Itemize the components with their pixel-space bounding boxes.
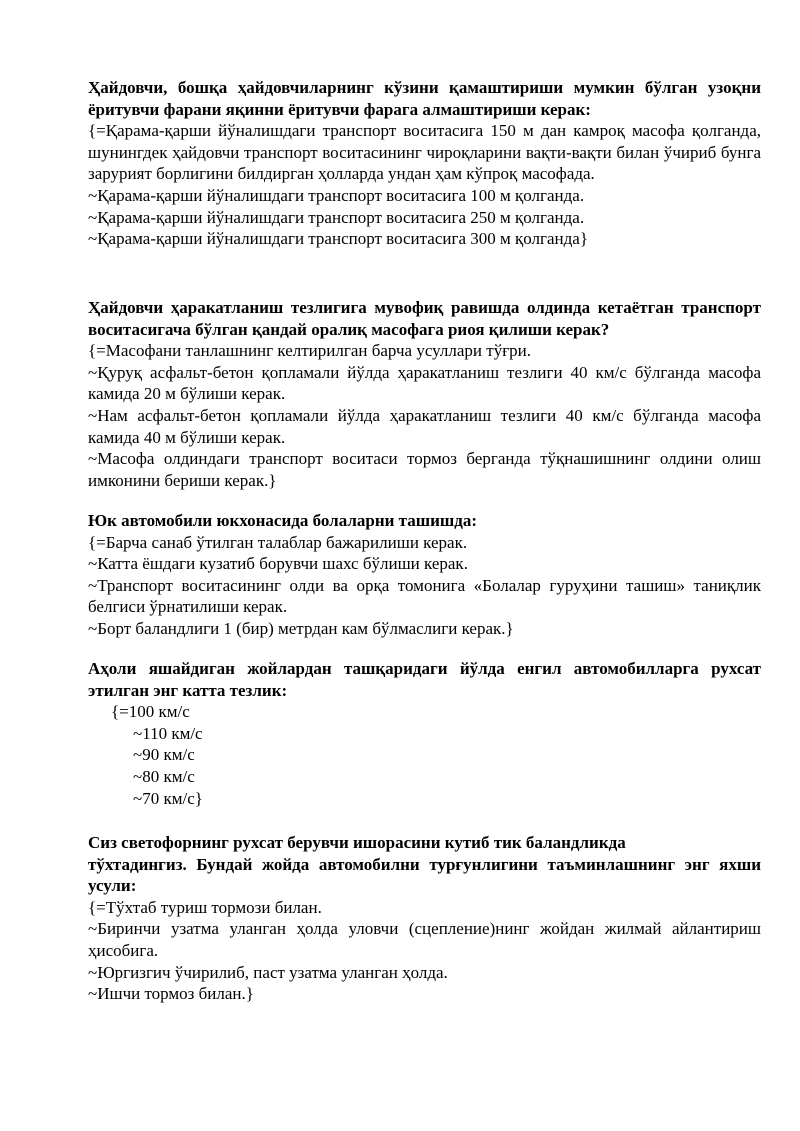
question-title-rest: тўхтадингиз. Бундай жойда автомобилни турғунлигини таъминлашнинг энг яхши усули:: [88, 854, 761, 896]
question-title: Ҳайдовчи ҳаракатланиш тезлигига мувофиқ равишда олдинда кетаётган транспорт воситасигача бўлган қандай оралиқ масофага риоя қилиши керак?: [88, 298, 761, 339]
answer-option: ~Қарама-қарши йўналишдаги транспорт воситасига 100 м қолганда.: [88, 185, 585, 205]
answer-option: ~Масофа олдиндаги транспорт воситаси тормоз берганда тўқнашишнинг олдини олиш имконини бериши керак.}: [88, 449, 761, 490]
answer-correct: {=Масофани танлашнинг келтирилган барча усуллари тўғри.: [88, 341, 532, 361]
question-5: [88, 832, 761, 1005]
answer-option: ~70 км/с}: [133, 788, 203, 808]
answer-option: ~80 км/с: [133, 766, 195, 786]
answer-correct: {=100 км/с: [111, 702, 190, 722]
question-title: Юк автомобили юкхонасида болаларни ташишда:: [88, 511, 477, 530]
answer-correct: {=Қарама-қарши йўналишдаги транспорт воситасига 150 м дан камроқ масофа қолганда, шунингдек ҳайдовчи транспорт воситасининг чироқларини вақти-вақти билан ўчириб бунга зарурият борлигини билдирган ҳолларда ундан ҳам кўпроқ масофада.: [88, 121, 761, 184]
answer-option: ~90 км/с: [133, 745, 195, 765]
answer-option: ~Қуруқ асфальт-бетон қопламали йўлда ҳаракатланиш тезлиги 40 км/с бўлганда масофа камида 20 м бўлиши керак.: [88, 362, 761, 404]
question-title-line-1: Сиз светофорнинг рухсат берувчи ишорасини кутиб тик баландликда: [88, 833, 626, 852]
question-title: Аҳоли яшайдиган жойлардан ташқаридаги йўлда енгил автомобилларга рухсат этилган энг катта тезлик:: [88, 659, 761, 700]
answer-option: ~Ишчи тормоз билан.}: [88, 984, 254, 1004]
answer-option: ~Юргизгич ўчирилиб, паст узатма уланган ҳолда.: [88, 962, 448, 982]
question-1: [88, 77, 761, 250]
question-title: Ҳайдовчи, бошқа ҳайдовчиларнинг кўзини қамаштириши мумкин бўлган узоқни ёритувчи фарани яқинни ёритувчи фарага алмаштириши керак:: [88, 78, 761, 119]
answer-option: ~110 км/с: [133, 723, 203, 743]
answer-option: ~Борт баландлиги 1 (бир) метрдан кам бўлмаслиги керак.}: [88, 618, 514, 638]
question-2: [88, 297, 761, 491]
answer-correct: {=Тўхтаб туриш тормози билан.: [88, 897, 322, 917]
answer-option: ~Нам асфальт-бетон қопламали йўлда ҳаракатланиш тезлиги 40 км/с бўлганда масофа камида 40 м бўлиши керак.: [88, 405, 761, 447]
question-3: [88, 510, 761, 640]
answer-option: ~Қарама-қарши йўналишдаги транспорт воситасига 300 м қолганда}: [88, 229, 588, 249]
answer-correct: {=Барча санаб ўтилган талаблар бажарилиши керак.: [88, 532, 468, 552]
answer-option: ~Катта ёшдаги кузатиб борувчи шахс бўлиши керак.: [88, 554, 468, 574]
answer-option: ~Қарама-қарши йўналишдаги транспорт воситасига 250 м қолганда.: [88, 207, 585, 227]
answer-option: ~Транспорт воситасининг олди ва орқа томонига «Болалар гуруҳини ташиш» таниқлик белгиси ўрнатилиши керак.: [88, 575, 761, 617]
answer-option: ~Биринчи узатма уланган ҳолда уловчи (сцепление)нинг жойдан жилмай айлантириш ҳисобига.: [88, 919, 761, 960]
question-4: [88, 658, 761, 809]
